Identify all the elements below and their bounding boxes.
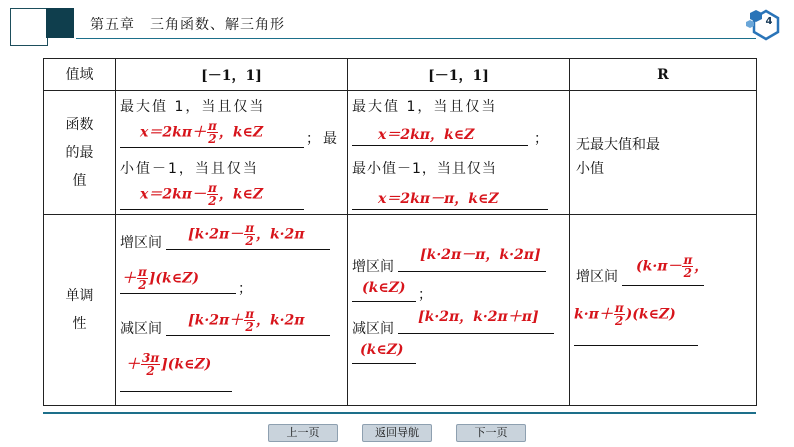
table-row-monotonic <box>44 215 757 406</box>
label-monotonic: 单调 性 <box>44 215 116 406</box>
sin-dec-answer2: ＋ $\frac{3\pi}{2}$ ](k∈Z) <box>126 350 212 378</box>
tan-extreme-line1: 无最大值和最 <box>576 136 660 153</box>
label-extreme: 函数 的最 值 <box>44 91 116 215</box>
sin-inc-answer2: ＋ $\frac{\pi}{2}$ ](k∈Z) <box>122 264 199 292</box>
cos-dec-answer1: [k·2π，k·2π＋π] <box>418 308 539 325</box>
cos-extreme-cell <box>348 91 570 215</box>
tan-inc-answer1: (k·π－ $\frac{\pi}{2}$ ， <box>636 252 709 280</box>
footer-rule <box>43 412 756 414</box>
tan-extreme-cell <box>570 91 757 215</box>
tan-monotonic-cell <box>570 215 757 406</box>
tan-inc-answer2: k·π＋ $\frac{\pi}{2}$ )(k∈Z) <box>574 300 676 328</box>
cos-inc-tail: ； <box>418 286 432 303</box>
cos-inc-answer2: (k∈Z) <box>362 279 406 296</box>
tan-range: R <box>570 59 757 91</box>
next-page-button[interactable]: 下一页 <box>456 424 526 442</box>
header-frame-square <box>10 8 48 46</box>
cos-max-answer: x＝2kπ，k∈Z <box>378 126 475 143</box>
header-rule <box>76 38 756 39</box>
cos-min-answer: x＝2kπ－π，k∈Z <box>378 190 499 207</box>
cos-max-tail: ； <box>534 130 548 147</box>
page-number: 4 <box>765 16 773 27</box>
sin-inc-label: 增区间 <box>120 234 162 251</box>
table-row-domain <box>44 59 757 91</box>
chapter-title: 第五章 三角函数、解三角形 <box>90 17 285 33</box>
sin-dec-answer1: [k·2π＋ $\frac{\pi}{2}$ ，k·2π <box>188 306 305 334</box>
sin-extreme-cell <box>116 91 348 215</box>
trig-properties-table <box>43 58 757 406</box>
sin-inc-tail: ； <box>238 280 252 297</box>
sin-inc-answer1: [k·2π－ $\frac{\pi}{2}$ ，k·2π <box>188 220 305 248</box>
sin-min-text: 小值－1，当且仅当 <box>120 160 259 177</box>
sin-max-answer: x＝2kπ＋ $\frac{\pi}{2}$ ，k∈Z <box>140 118 264 146</box>
sin-min-answer: x＝2kπ－ $\frac{\pi}{2}$ ，k∈Z <box>140 180 264 208</box>
cos-max-text: 最大值 1，当且仅当 <box>352 98 498 115</box>
return-nav-button[interactable]: 返回导航 <box>362 424 432 442</box>
sin-max-tail: ；最 <box>306 130 340 147</box>
tan-inc-label: 增区间 <box>576 268 618 285</box>
cos-inc-answer1: [k·2π－π，k·2π] <box>420 246 541 263</box>
tan-extreme-line2: 小值 <box>576 160 604 177</box>
cos-dec-answer2: (k∈Z) <box>360 341 404 358</box>
sin-monotonic-cell <box>116 215 348 406</box>
sin-max-text: 最大值 1，当且仅当 <box>120 98 266 115</box>
prev-page-button[interactable]: 上一页 <box>268 424 338 442</box>
header-dark-square <box>46 8 74 38</box>
cos-min-text: 最小值－1，当且仅当 <box>352 160 497 177</box>
cos-inc-label: 增区间 <box>352 258 394 275</box>
cos-range: [－1，1] <box>348 59 570 91</box>
cos-monotonic-cell <box>348 215 570 406</box>
cos-dec-label: 减区间 <box>352 320 394 337</box>
tan-inc-blank2 <box>574 334 698 346</box>
sin-dec-label: 减区间 <box>120 320 162 337</box>
label-range: 值域 <box>44 59 116 91</box>
sin-range: [－1，1] <box>116 59 348 91</box>
table-row-extreme <box>44 91 757 215</box>
